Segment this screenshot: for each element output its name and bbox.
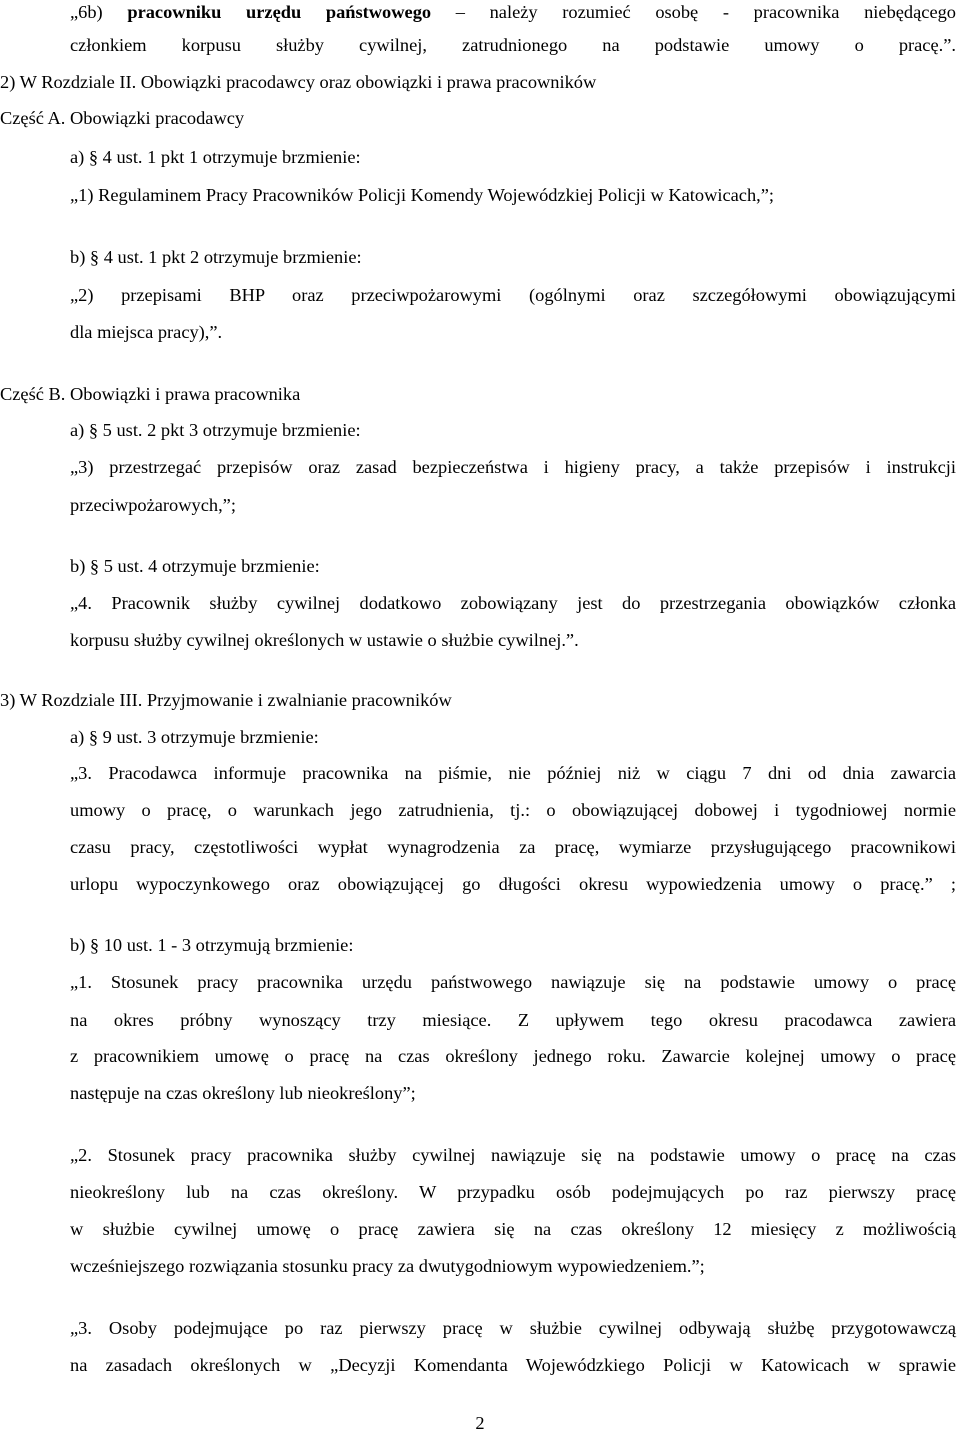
text-line (70, 1180, 956, 1204)
text-line (70, 1217, 956, 1241)
text-line (70, 418, 361, 442)
text-run: b) § 4 ust. 1 pkt 2 otrzymuje brzmienie: (70, 247, 362, 267)
text-run: a) § 5 ust. 2 pkt 3 otrzymuje brzmienie: (70, 420, 361, 440)
text-run: „3. Pracodawca informuje pracownika na piśmie, nie później niż w ciągu 7 dni od dnia zawarcia (70, 763, 956, 783)
text-run: 3) W Rozdziale III. Przyjmowanie i zwalnianie pracowników (0, 690, 452, 710)
text-line (70, 0, 956, 24)
text-line (70, 145, 361, 169)
text-run: dla miejsca pracy),”. (70, 322, 223, 342)
text-line (70, 1081, 416, 1105)
text-line (70, 1143, 956, 1167)
text-run: – należy rozumieć osobę - pracownika niebędącego (431, 2, 956, 22)
text-line (70, 798, 956, 822)
text-run: 2) W Rozdziale II. Obowiązki pracodawcy oraz obowiązki i prawa pracowników (0, 72, 597, 92)
text-line (70, 493, 236, 517)
text-line (70, 1316, 956, 1340)
page-number: 2 (475, 1413, 485, 1433)
text-run: „1. Stosunek pracy pracownika urzędu państwowego nawiązuje się na podstawie umowy o pracę (70, 972, 956, 992)
text-run: b) § 10 ust. 1 - 3 otrzymują brzmienie: (70, 935, 354, 955)
text-line (70, 970, 956, 994)
text-run: urlopu wypoczynkowego oraz obowiązującej go długości okresu wypowiedzenia umowy o pracę.” ; (70, 874, 956, 894)
text-run: „6b) (70, 2, 128, 22)
text-line (70, 245, 362, 269)
text-run: „2) przepisami BHP oraz przeciwpożarowymi (ogólnymi oraz szczegółowymi obowiązującymi (70, 285, 956, 305)
text-line (70, 1254, 705, 1278)
text-run: przeciwpożarowych,”; (70, 495, 236, 515)
text-run: na okres próbny wynoszący trzy miesiące. Z upływem tego okresu pracodawca zawiera (70, 1010, 956, 1030)
text-line (70, 554, 320, 578)
text-line (70, 591, 956, 615)
text-line (70, 761, 956, 785)
text-line (70, 1008, 956, 1032)
text-run: „3. Osoby podejmujące po raz pierwszy pracę w służbie cywilnej odbywają służbę przygotowawczą (70, 1318, 956, 1338)
text-line (70, 320, 222, 344)
text-run: a) § 4 ust. 1 pkt 1 otrzymuje brzmienie: (70, 147, 361, 167)
text-run: „4. Pracownik służby cywilnej dodatkowo zobowiązany jest do przestrzegania obowiązków członka (70, 593, 956, 613)
text-run: Część A. Obowiązki pracodawcy (0, 108, 245, 128)
text-line (70, 455, 956, 479)
text-line (0, 382, 300, 406)
text-run: umowy o pracę, o warunkach jego zatrudnienia, tj.: o obowiązującej dobowej i tygodniowej normie (70, 800, 956, 820)
text-line (70, 933, 353, 957)
text-run: na zasadach określonych w „Decyzji Komendanta Wojewódzkiego Policji w Katowicach w sprawie (70, 1355, 956, 1375)
text-run: członkiem korpusu służby cywilnej, zatrudnionego na podstawie umowy o pracę.”. (70, 35, 956, 55)
text-line (70, 1353, 956, 1377)
text-line (70, 628, 579, 652)
text-line (70, 725, 319, 749)
text-line (0, 106, 244, 130)
text-run: a) § 9 ust. 3 otrzymuje brzmienie: (70, 727, 319, 747)
text-line (70, 835, 956, 859)
text-run: „3) przestrzegać przepisów oraz zasad bezpieczeństwa i higieny pracy, a także przepisów i instrukcji (70, 457, 956, 477)
text-run: b) § 5 ust. 4 otrzymuje brzmienie: (70, 556, 320, 576)
text-line (70, 1044, 956, 1068)
text-run: „2. Stosunek pracy pracownika służby cywilnej nawiązuje się na podstawie umowy o pracę na czas (70, 1145, 956, 1165)
text-run: z pracownikiem umowę o pracę na czas określony jednego roku. Zawarcie kolejnej umowy o pracę (70, 1046, 956, 1066)
text-run: czasu pracy, częstotliwości wypłat wynagrodzenia za pracę, wymiarze przysługującego pracownikowi (70, 837, 956, 857)
text-run: korpusu służby cywilnej określonych w ustawie o służbie cywilnej.”. (70, 630, 579, 650)
text-run: nieokreślony lub na czas określony. W przypadku osób podejmujących po raz pierwszy pracę (70, 1182, 956, 1202)
text-line (70, 33, 956, 57)
text-run: wcześniejszego rozwiązania stosunku pracy za dwutygodniowym wypowiedzeniem.”; (70, 1256, 705, 1276)
text-line (0, 70, 596, 94)
text-line (70, 183, 774, 207)
bold-text-run: pracowniku urzędu państwowego (127, 2, 432, 22)
text-line (70, 283, 956, 307)
text-run: Część B. Obowiązki i prawa pracownika (0, 384, 301, 404)
text-line (70, 872, 956, 896)
text-line (0, 688, 452, 712)
text-run: w służbie cywilnej umowę o pracę zawiera się na czas określony 12 miesięcy z możliwością (70, 1219, 956, 1239)
text-run: „1) Regulaminem Pracy Pracowników Policji Komendy Wojewódzkiej Policji w Katowicach,”; (70, 185, 775, 205)
text-run: następuje na czas określony lub nieokreślony”; (70, 1083, 416, 1103)
